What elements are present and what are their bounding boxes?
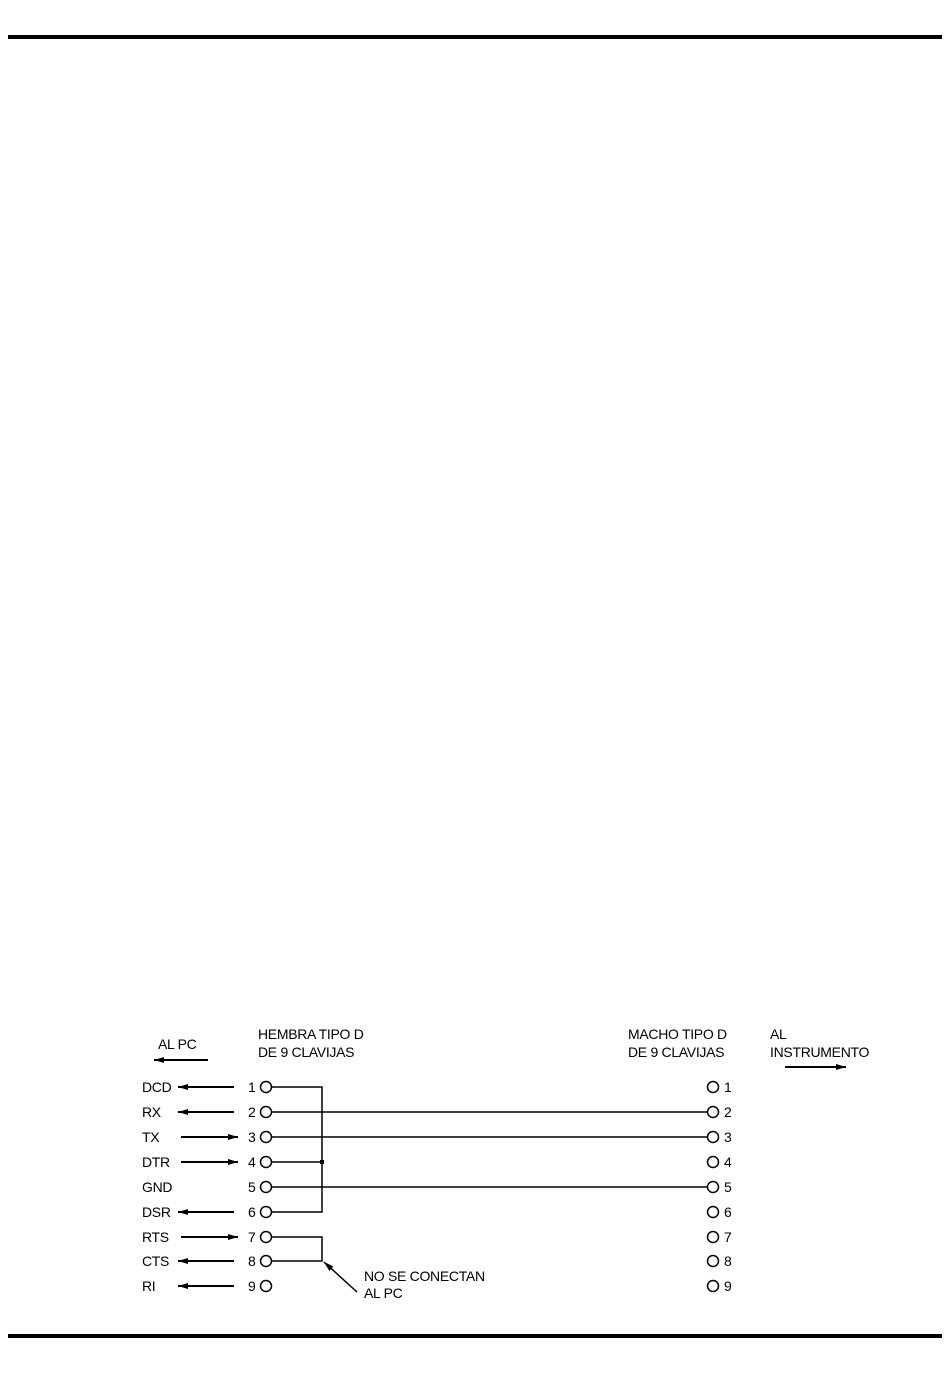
signal-label-cts: CTS xyxy=(142,1253,170,1269)
male-pin-7 xyxy=(708,1232,719,1243)
female-pin-3 xyxy=(261,1132,272,1143)
male-pin-3 xyxy=(708,1132,719,1143)
male-pin-number-6: 6 xyxy=(724,1204,732,1220)
male-pin-number-7: 7 xyxy=(724,1229,732,1245)
signal-label-tx: TX xyxy=(142,1129,160,1145)
to-instrument-label-line2: INSTRUMENTO xyxy=(770,1044,870,1060)
female-pin-number-6: 6 xyxy=(248,1204,256,1220)
male-pin-number-5: 5 xyxy=(724,1179,732,1195)
female-pin-9 xyxy=(261,1281,272,1292)
female-connector-label-line2: DE 9 CLAVIJAS xyxy=(258,1044,355,1060)
male-pin-1 xyxy=(708,1082,719,1093)
loopback-junction-dot xyxy=(320,1160,324,1164)
signal-label-rts: RTS xyxy=(142,1229,169,1245)
note-label-line2: AL PC xyxy=(364,1285,403,1301)
to-instrument-label-line1: AL xyxy=(770,1026,787,1042)
male-connector-label-line1: MACHO TIPO D xyxy=(628,1026,727,1042)
male-pin-number-9: 9 xyxy=(724,1278,732,1294)
rts-cts-loopback-wire xyxy=(272,1237,322,1261)
female-pin-number-7: 7 xyxy=(248,1229,256,1245)
signal-label-ri: RI xyxy=(142,1278,156,1294)
male-pin-8 xyxy=(708,1256,719,1267)
signal-label-dtr: DTR xyxy=(142,1154,170,1170)
female-pin-1 xyxy=(261,1082,272,1093)
male-pin-4 xyxy=(708,1157,719,1168)
signal-label-gnd: GND xyxy=(142,1179,173,1195)
male-pin-9 xyxy=(708,1281,719,1292)
male-pin-number-2: 2 xyxy=(724,1104,732,1120)
dcd-dtr-dsr-loopback-wire xyxy=(272,1087,322,1212)
male-pin-number-4: 4 xyxy=(724,1154,732,1170)
female-pin-7 xyxy=(261,1232,272,1243)
male-pin-5 xyxy=(708,1182,719,1193)
male-pin-6 xyxy=(708,1207,719,1218)
female-pin-2 xyxy=(261,1107,272,1118)
female-pin-number-1: 1 xyxy=(248,1079,256,1095)
female-pin-5 xyxy=(261,1182,272,1193)
female-connector-label-line1: HEMBRA TIPO D xyxy=(258,1026,364,1042)
signal-label-rx: RX xyxy=(142,1104,161,1120)
female-pin-number-3: 3 xyxy=(248,1129,256,1145)
female-pin-4 xyxy=(261,1157,272,1168)
male-pin-number-3: 3 xyxy=(724,1129,732,1145)
note-label-line1: NO SE CONECTAN xyxy=(364,1268,485,1284)
pin-rows xyxy=(142,1079,732,1294)
male-pin-2 xyxy=(708,1107,719,1118)
to-pc-label: AL PC xyxy=(158,1036,197,1052)
male-connector-label-line2: DE 9 CLAVIJAS xyxy=(628,1044,725,1060)
female-pin-6 xyxy=(261,1207,272,1218)
female-pin-number-2: 2 xyxy=(248,1104,256,1120)
male-pin-number-1: 1 xyxy=(724,1079,732,1095)
female-pin-number-4: 4 xyxy=(248,1154,256,1170)
signal-label-dcd: DCD xyxy=(142,1079,172,1095)
female-pin-number-5: 5 xyxy=(248,1179,256,1195)
female-pin-8 xyxy=(261,1256,272,1267)
note-pointer-arrow xyxy=(324,1262,357,1292)
signal-label-dsr: DSR xyxy=(142,1204,171,1220)
female-pin-number-9: 9 xyxy=(248,1278,256,1294)
female-pin-number-8: 8 xyxy=(248,1253,256,1269)
male-pin-number-8: 8 xyxy=(724,1253,732,1269)
